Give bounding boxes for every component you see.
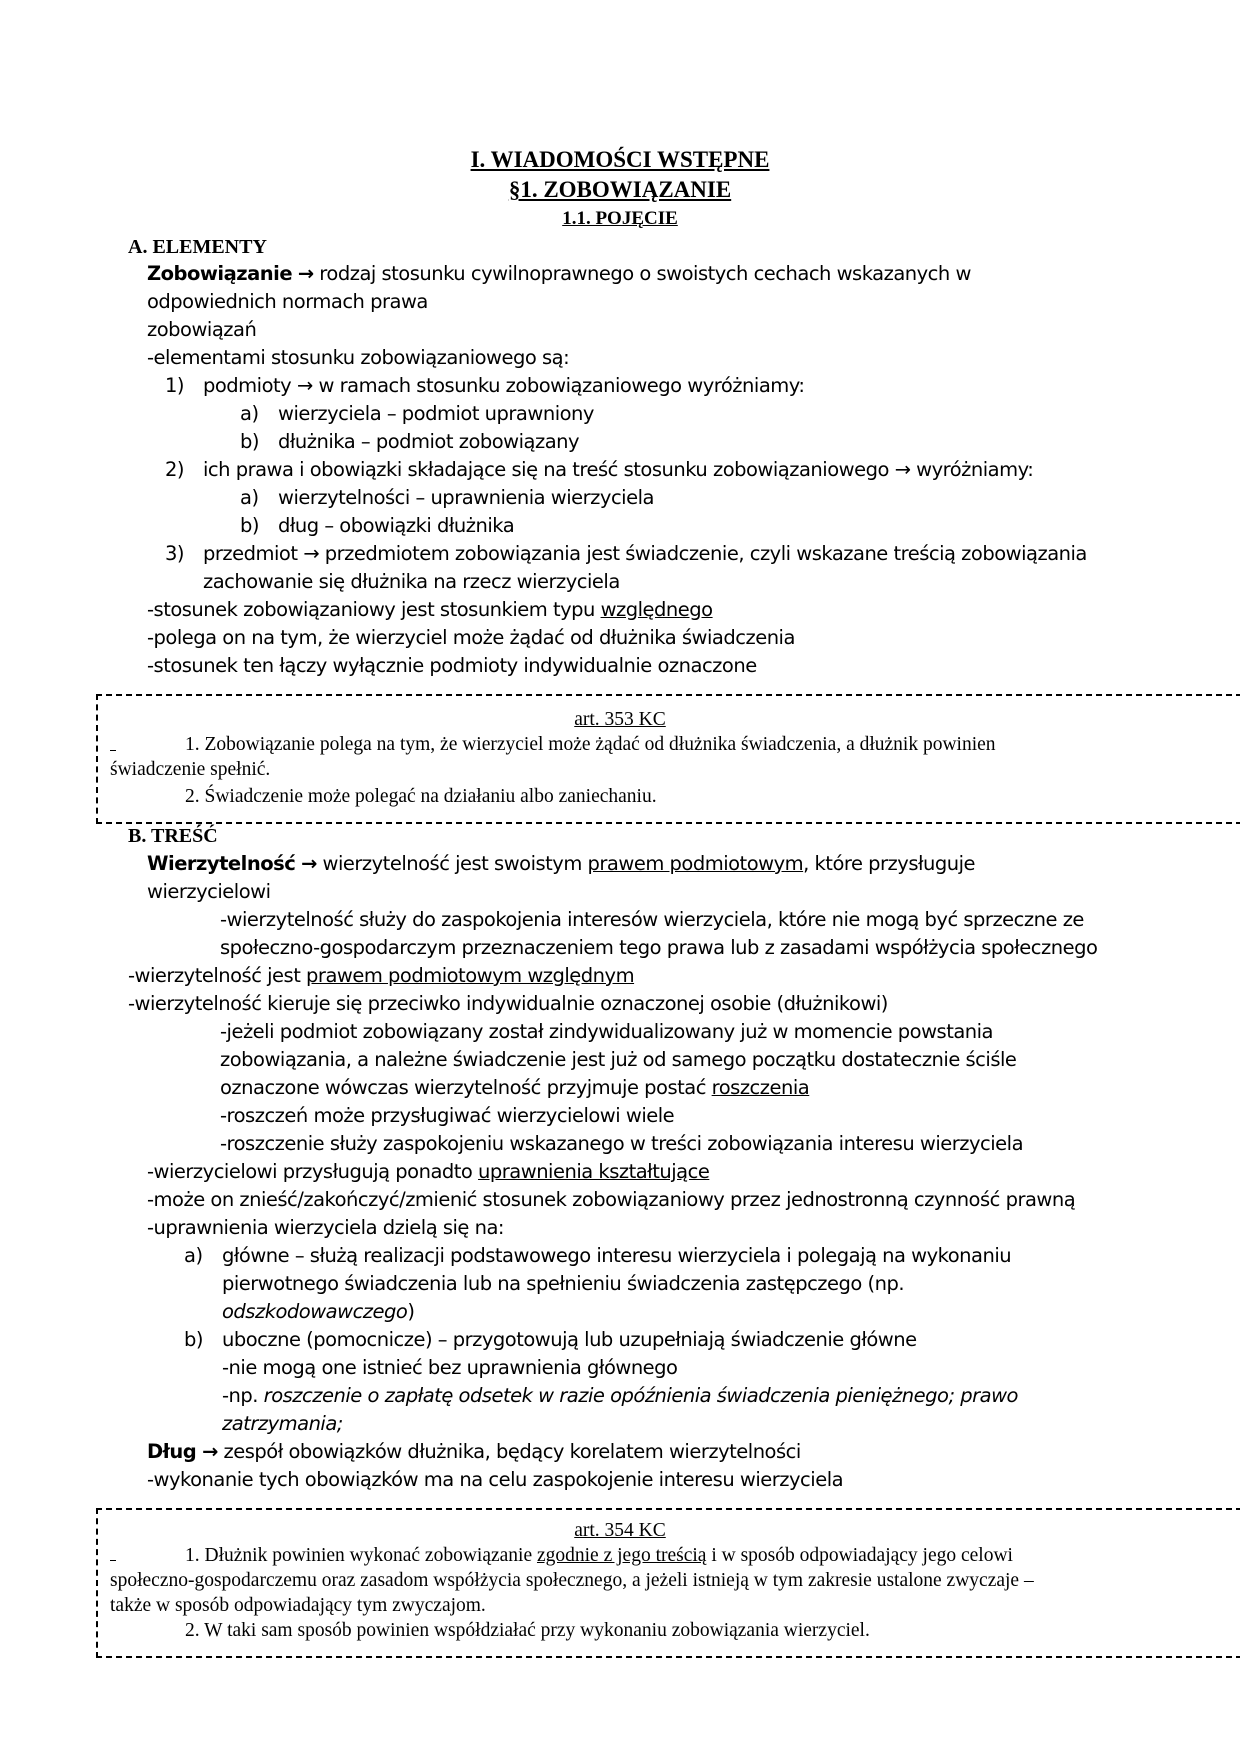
arrow-icon: →	[201, 1440, 218, 1463]
wierzytelnosc-sluzy: -wierzytelność służy do zaspokojenia interesów wierzyciela, które nie mogą być sprzeczne ze	[220, 908, 1084, 931]
art-353-para-2: 2. Świadczenie może polegać na działaniu albo zaniechaniu.	[185, 786, 657, 807]
jezeli-podmiot: -jeżeli podmiot zobowiązany został zindywidualizowany już w momencie powstania	[220, 1020, 994, 1043]
elements-intro: -elementami stosunku zobowiązaniowego są:	[147, 346, 570, 369]
list-number: 2)	[165, 458, 185, 481]
uprawnienia-uboczne-example: -np. roszczenie o zapłatę odsetek w razie opóźnienia świadczenia pieniężnego; prawo	[222, 1384, 1018, 1407]
wierzytelnosc-definition: Wierzytelność → wierzytelność jest swoistym prawem podmiotowym, które przysługuje	[147, 852, 976, 875]
arrow-icon: →	[300, 852, 317, 875]
art-353-para-1-cont: świadczenie spełnić.	[110, 759, 271, 780]
list-letter: a)	[240, 402, 259, 425]
art-354-para-1-cont: społeczno-gospodarczemu oraz zasadom współżycia społecznego, a jeżeli istnieją w tym zakresie ustalone zwyczaje –	[110, 1570, 1034, 1591]
list-item-prawa: ich prawa i obowiązki składające się na treść stosunku zobowiązaniowego → wyróżniamy:	[203, 458, 1034, 481]
list-letter: a)	[184, 1244, 203, 1267]
art-353-title: art. 353 KC	[574, 709, 666, 730]
stosunek-polega: -polega on na tym, że wierzyciel może żądać od dłużnika świadczenia	[147, 626, 795, 649]
arrow-icon: →	[894, 458, 911, 481]
list-item-przedmiot: przedmiot → przedmiotem zobowiązania jest świadczenie, czyli wskazane treścią zobowiązania	[203, 542, 1087, 565]
arrow-icon: →	[297, 262, 314, 285]
art-354-para-1-cont: także w sposób odpowiadający tym zwyczajom.	[110, 1595, 486, 1616]
margin-mark	[110, 1560, 116, 1561]
wierzytelnosc-definition-cont: wierzycielowi	[147, 880, 271, 903]
zobowiazanie-definition-cont: odpowiednich normach prawa	[147, 290, 428, 313]
section-title: §1. ZOBOWIĄZANIE	[508, 177, 732, 202]
list-item-wierzytelnosci: wierzytelności – uprawnienia wierzyciela	[278, 486, 654, 509]
dlug-wykonanie: -wykonanie tych obowiązków ma na celu zaspokojenie interesu wierzyciela	[147, 1468, 844, 1491]
stosunek-laczy: -stosunek ten łączy wyłącznie podmioty indywidualnie oznaczone	[147, 654, 757, 677]
roszczenie-sluzy: -roszczenie służy zaspokojeniu wskazanego w treści zobowiązania interesu wierzyciela	[220, 1132, 1024, 1155]
art-354-para-1: 1. Dłużnik powinien wykonać zobowiązanie zgodnie z jego treścią i w sposób odpowiadający jego celowi	[185, 1545, 1013, 1566]
zobowiazanie-definition: Zobowiązanie → rodzaj stosunku cywilnoprawnego o swoistych cechach wskazanych w	[147, 262, 971, 285]
list-letter: a)	[240, 486, 259, 509]
wierzytelnosc-sluzy-cont: społeczno-gospodarczym przeznaczeniem tego prawa lub z zasadami współżycia społecznego	[220, 936, 1098, 959]
arrow-icon: →	[296, 374, 313, 397]
margin-mark	[110, 750, 116, 751]
art-354-title: art. 354 KC	[574, 1520, 666, 1541]
main-title: I. WIADOMOŚCI WSTĘPNE	[470, 147, 770, 172]
uprawnienia-uboczne-cont: -nie mogą one istnieć bez uprawnienia głównego	[222, 1356, 678, 1379]
uprawnienia-glowne-cont: odszkodowawczego)	[222, 1300, 415, 1323]
jezeli-podmiot-cont: zobowiązania, a należne świadczenie jest już od samego początku dostatecznie ściśle	[220, 1048, 1017, 1071]
uprawnienia-uboczne: uboczne (pomocnicze) – przygotowują lub uzupełniają świadczenie główne	[222, 1328, 917, 1351]
arrow-icon: →	[303, 542, 320, 565]
uprawnienia-uboczne-example-cont: zatrzymania;	[222, 1412, 343, 1435]
list-letter: b)	[240, 430, 259, 453]
list-item-dlug: dług – obowiązki dłużnika	[278, 514, 515, 537]
uprawnienia-glowne-cont: pierwotnego świadczenia lub na spełnieniu świadczenia zastępczego (np.	[222, 1272, 905, 1295]
dlug-definition: Dług → zespół obowiązków dłużnika, będący korelatem wierzytelności	[147, 1440, 801, 1463]
zobowiazanie-definition-cont: zobowiązań	[147, 318, 257, 341]
moze-zniesc: -może on znieść/zakończyć/zmienić stosunek zobowiązaniowy przez jednostronną czynność prawną	[147, 1188, 1076, 1211]
stosunek-typ: -stosunek zobowiązaniowy jest stosunkiem typu względnego	[147, 598, 713, 621]
uprawnienia-dziela: -uprawnienia wierzyciela dzielą się na:	[147, 1216, 504, 1239]
list-item-wierzyciel: wierzyciela – podmiot uprawniony	[278, 402, 594, 425]
list-number: 1)	[165, 374, 185, 397]
list-item-dluznik: dłużnika – podmiot zobowiązany	[278, 430, 580, 453]
section-a-header: A. ELEMENTY	[128, 236, 267, 258]
list-item-przedmiot-cont: zachowanie się dłużnika na rzecz wierzyciela	[203, 570, 620, 593]
list-letter: b)	[184, 1328, 203, 1351]
art-353-para-1: 1. Zobowiązanie polega na tym, że wierzyciel może żądać od dłużnika świadczenia, a dłużnik powinien	[185, 734, 996, 755]
art-354-para-2: 2. W taki sam sposób powinien współdziałać przy wykonaniu zobowiązania wierzyciel.	[185, 1620, 870, 1641]
roszczen-wiele: -roszczeń może przysługiwać wierzycielowi wiele	[220, 1104, 675, 1127]
wierzytelnosc-jest: -wierzytelność jest prawem podmiotowym względnym	[128, 964, 635, 987]
jezeli-podmiot-cont: oznaczone wówczas wierzytelność przyjmuje postać roszczenia	[220, 1076, 810, 1099]
subsection-title: 1.1. POJĘCIE	[562, 208, 678, 229]
section-b-header: B. TREŚĆ	[128, 825, 218, 847]
list-number: 3)	[165, 542, 185, 565]
uprawnienia-glowne: główne – służą realizacji podstawowego interesu wierzyciela i polegają na wykonaniu	[222, 1244, 1012, 1267]
list-item-podmioty: podmioty → w ramach stosunku zobowiązaniowego wyróżniamy:	[203, 374, 805, 397]
uprawnienia-ksztaltujace: -wierzycielowi przysługują ponadto uprawnienia kształtujące	[147, 1160, 710, 1183]
list-letter: b)	[240, 514, 259, 537]
wierzytelnosc-kieruje: -wierzytelność kieruje się przeciwko indywidualnie oznaczonej osobie (dłużnikowi)	[128, 992, 888, 1015]
